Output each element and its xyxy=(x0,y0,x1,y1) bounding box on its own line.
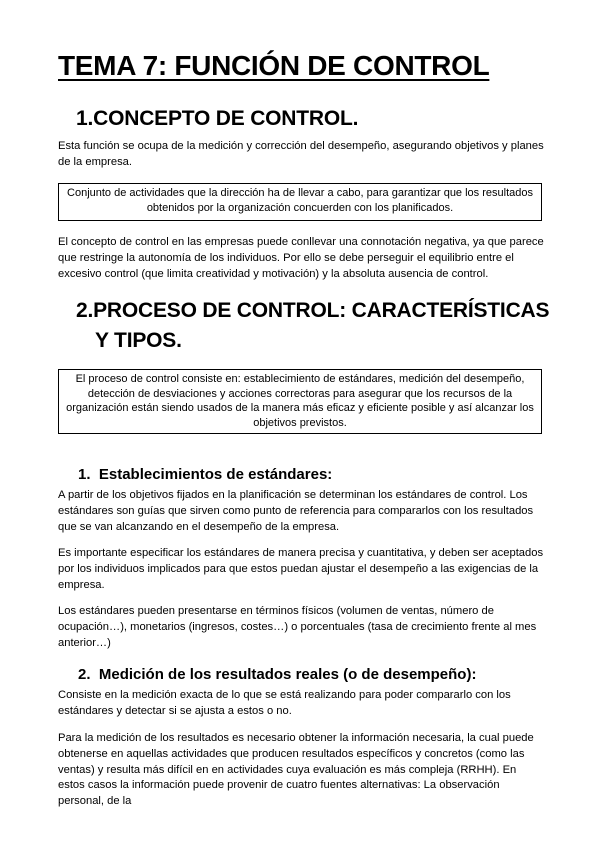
subsection-1-paragraph-1: A partir de los objetivos fijados en la planificación se determinan los estándares de control. Los estándares son guías que sirven como punto de referencia para compararlos con los resultados que se van alcanzando en el desempeño de la empresa. xyxy=(58,489,534,533)
section-2-definition-box xyxy=(58,369,542,434)
subsection-1-title: Establecimientos de estándares: xyxy=(98,466,333,483)
section-2-title-line2: Y TIPOS. xyxy=(95,329,182,352)
subsection-2-paragraph-1: Consiste en la medición exacta de lo que se está realizando para poder compararlo con los estándares y detectar si se ajusta a estos o no. xyxy=(58,689,511,717)
section-2-heading xyxy=(76,296,576,356)
section-1-title: CONCEPTO DE CONTROL. xyxy=(93,107,359,130)
subsection-1-paragraph-3: Los estándares pueden presentarse en términos físicos (volumen de ventas, número de ocupación…), monetarios (ingresos, costes…) o porcentuales (tasa de crecimiento frente al mes anterior…) xyxy=(58,605,537,649)
subsection-2-title: Medición de los resultados reales (o de desempeño): xyxy=(98,666,477,683)
section-2-number: 2. xyxy=(76,299,94,322)
document-title: TEMA 7: FUNCIÓN DE CONTROL xyxy=(58,50,490,81)
section-1-number: 1. xyxy=(76,107,94,130)
section-1-paragraph: El concepto de control en las empresas puede conllevar una connotación negativa, ya que parece que restringe la autonomía de los individuos. Por ello se debe perseguir el equilibrio entre el excesivo control (que limita creatividad y motivación) y la absoluta ausencia de control. xyxy=(58,236,544,280)
section-1-definition-text: Conjunto de actividades que la dirección ha de llevar a cabo, para garantizar que los resultados obtenidos por la organización concuerden con los planificados. xyxy=(67,187,533,214)
subsection-1-paragraph-2: Es importante especificar los estándares de manera precisa y cuantitativa, y deben ser aceptados por los individuos implicados para que estos puedan ajustar el desempeño a las exigencias de la empresa. xyxy=(58,547,544,591)
subsection-2-heading xyxy=(78,666,476,683)
section-1-intro: Esta función se ocupa de la medición y corrección del desempeño, asegurando objetivos y planes de la empresa. xyxy=(58,140,544,168)
subsection-1-number: 1. xyxy=(78,466,91,483)
subsection-1-heading xyxy=(78,466,332,483)
section-1-definition-box xyxy=(58,183,542,221)
section-1-heading xyxy=(76,104,358,134)
subsection-2-paragraph-2: Para la medición de los resultados es necesario obtener la información necesaria, la cual puede obtenerse en aquellas actividades que producen resultados específicos y concretos (como las ventas) y resulta más difícil en en actividades cuya evaluación es más compleja (RRHH). En estos casos la información puede provenir de cuatro fuentes alternativas: La observación personal, de la xyxy=(58,732,534,808)
section-2-title-line1: PROCESO DE CONTROL: CARACTERÍSTICAS xyxy=(93,299,550,322)
section-2-definition-text: El proceso de control consiste en: establecimiento de estándares, medición del desempeño, detección de desviaciones y acciones correctoras para asegurar que los recursos de la organización están siendo usados de la manera más eficaz y eficiente posible y así alcanzar los objetivos previstos. xyxy=(66,373,534,429)
subsection-2-number: 2. xyxy=(78,666,91,683)
